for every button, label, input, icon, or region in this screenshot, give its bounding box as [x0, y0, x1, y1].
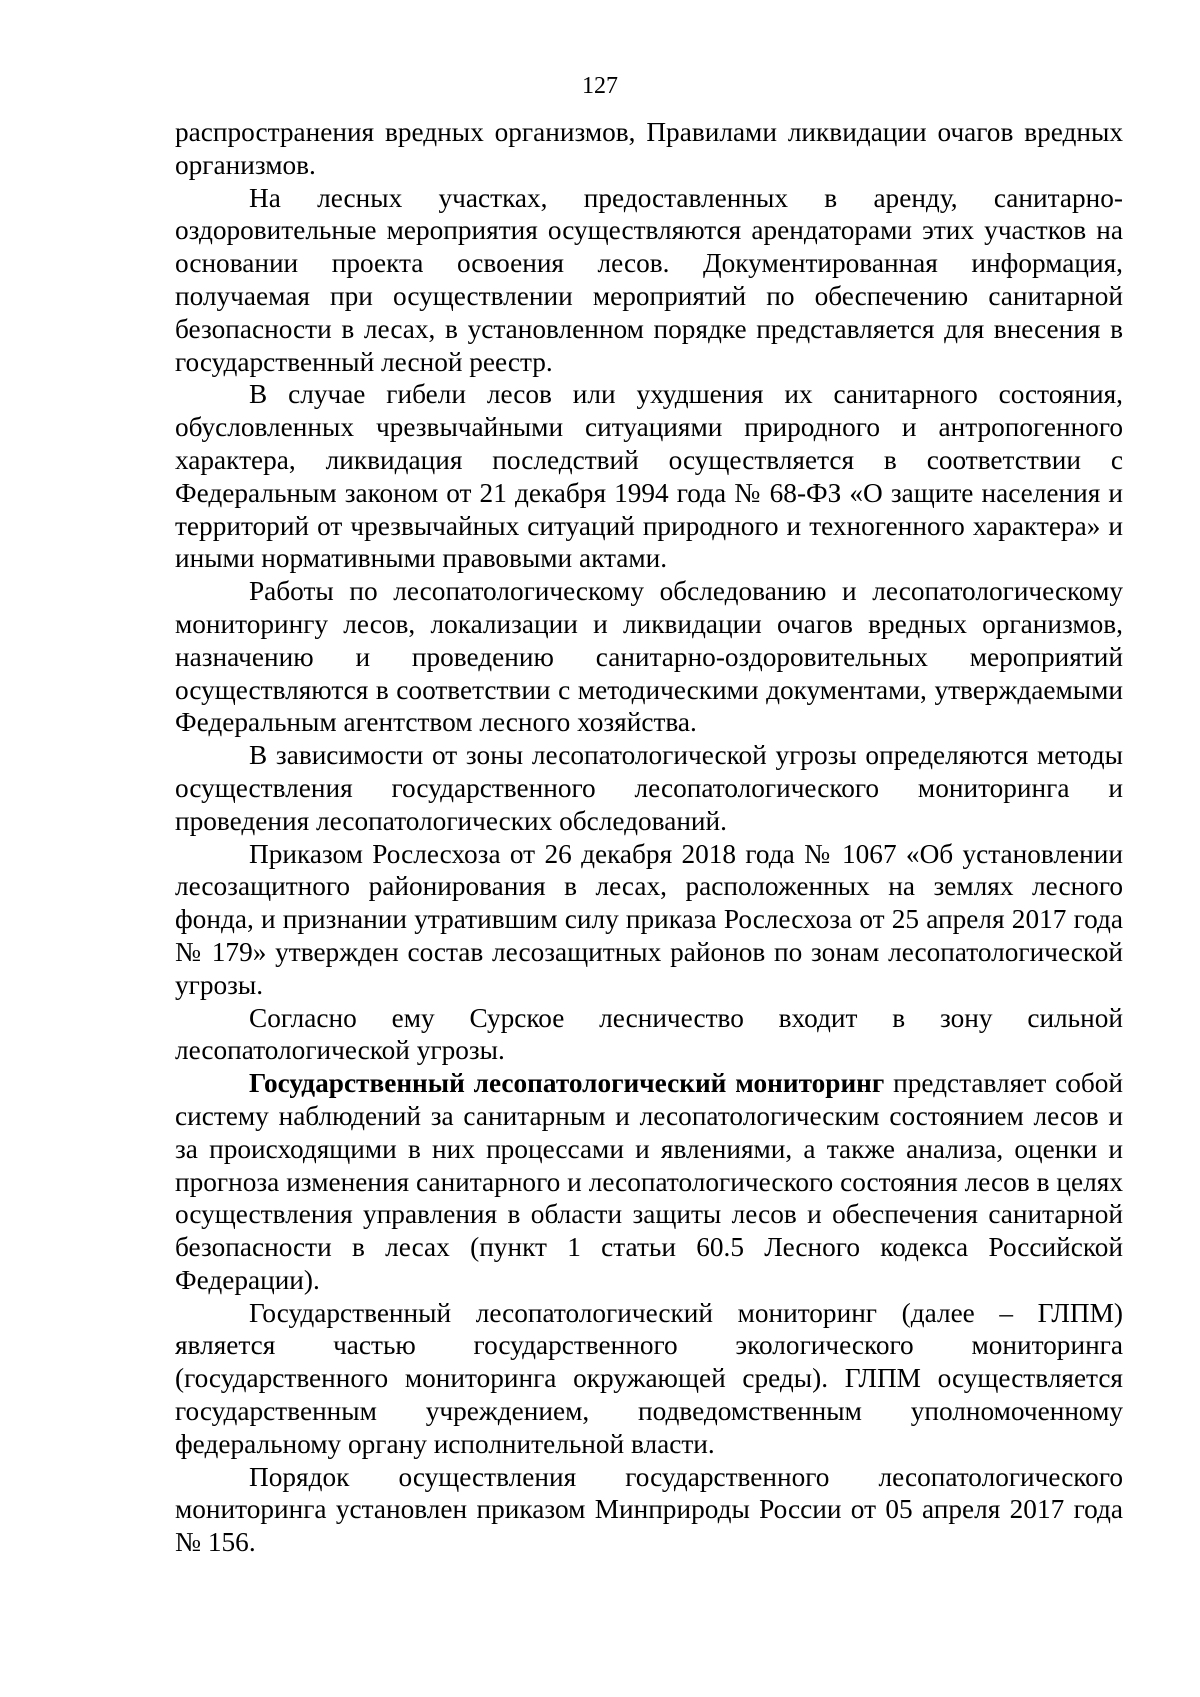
paragraph: Работы по лесопатологическому обследованию и лесопатологическому мониторингу лесов, локализации и ликвидации очагов вредных организмов, назначению и проведению санитарно-оздоровительных мероприятий осуществляются в соответствии с методическими документами, утверждаемыми Федеральным агентством лесного хозяйства. [175, 576, 1123, 738]
paragraph: Порядок осуществления государственного лесопатологического мониторинга установлен приказом Минприроды России от 05 апреля 2017 года № 156. [175, 1461, 1123, 1558]
paragraph: Приказом Рослесхоза от 26 декабря 2018 года № 1067 «Об установлении лесозащитного районирования в лесах, расположенных на землях лесного фонда, и признании утратившим силу приказа Рослесхоза от 25 апреля 2017 года № 179» утвержден состав лесозащитных районов по зонам лесопатологической угрозы. [175, 838, 1123, 1000]
paragraph: В зависимости от зоны лесопатологической угрозы определяются методы осуществления государственного лесопатологического мониторинга и проведения лесопатологических обследований. [175, 740, 1123, 836]
paragraph-text: представляет собой систему наблюдений за санитарным и лесопатологическим состоянием лесов и за происходящими в них процессами и явлениями, а также анализа, оценки и прогноза изменения санитарного и лесопатологического состояния лесов в целях осуществления управления в области защиты лесов и обеспечения санитарной безопасности в лесах (пункт 1 статьи 60.5 Лесного кодекса Российской Федерации). [175, 1068, 1123, 1295]
document-body [175, 116, 1123, 1559]
bold-term: Государственный лесопатологический мониторинг [249, 1068, 885, 1099]
page-number: 127 [582, 73, 618, 99]
paragraph-glpm-definition [175, 1067, 1123, 1297]
paragraph: распространения вредных организмов, Правилами ликвидации очагов вредных организмов. [175, 117, 1123, 180]
paragraph: Согласно ему Сурское лесничество входит в зону сильной лесопатологической угрозы. [175, 1002, 1123, 1066]
paragraph: Государственный лесопатологический мониторинг (далее – ГЛПМ) является частью государственного экологического мониторинга (государственного мониторинга окружающей среды). ГЛПМ осуществляется государственным учреждением, подведомственным уполномоченному федеральному органу исполнительной власти. [175, 1297, 1123, 1459]
paragraph: На лесных участках, предоставленных в аренду, санитарно-оздоровительные мероприятия осуществляются арендаторами этих участков на основании проекта освоения лесов. Документированная информация, получаемая при осуществлении мероприятий по обеспечению санитарной безопасности в лесах, в установленном порядке представляется для внесения в государственный лесной реестр. [175, 182, 1123, 377]
paragraph: В случае гибели лесов или ухудшения их санитарного состояния, обусловленных чрезвычайными ситуациями природного и антропогенного характера, ликвидация последствий осуществляется в соответствии с Федеральным законом от 21 декабря 1994 года № 68-ФЗ «О защите населения и территорий от чрезвычайных ситуаций природного и техногенного характера» и иными нормативными правовыми актами. [175, 379, 1123, 574]
